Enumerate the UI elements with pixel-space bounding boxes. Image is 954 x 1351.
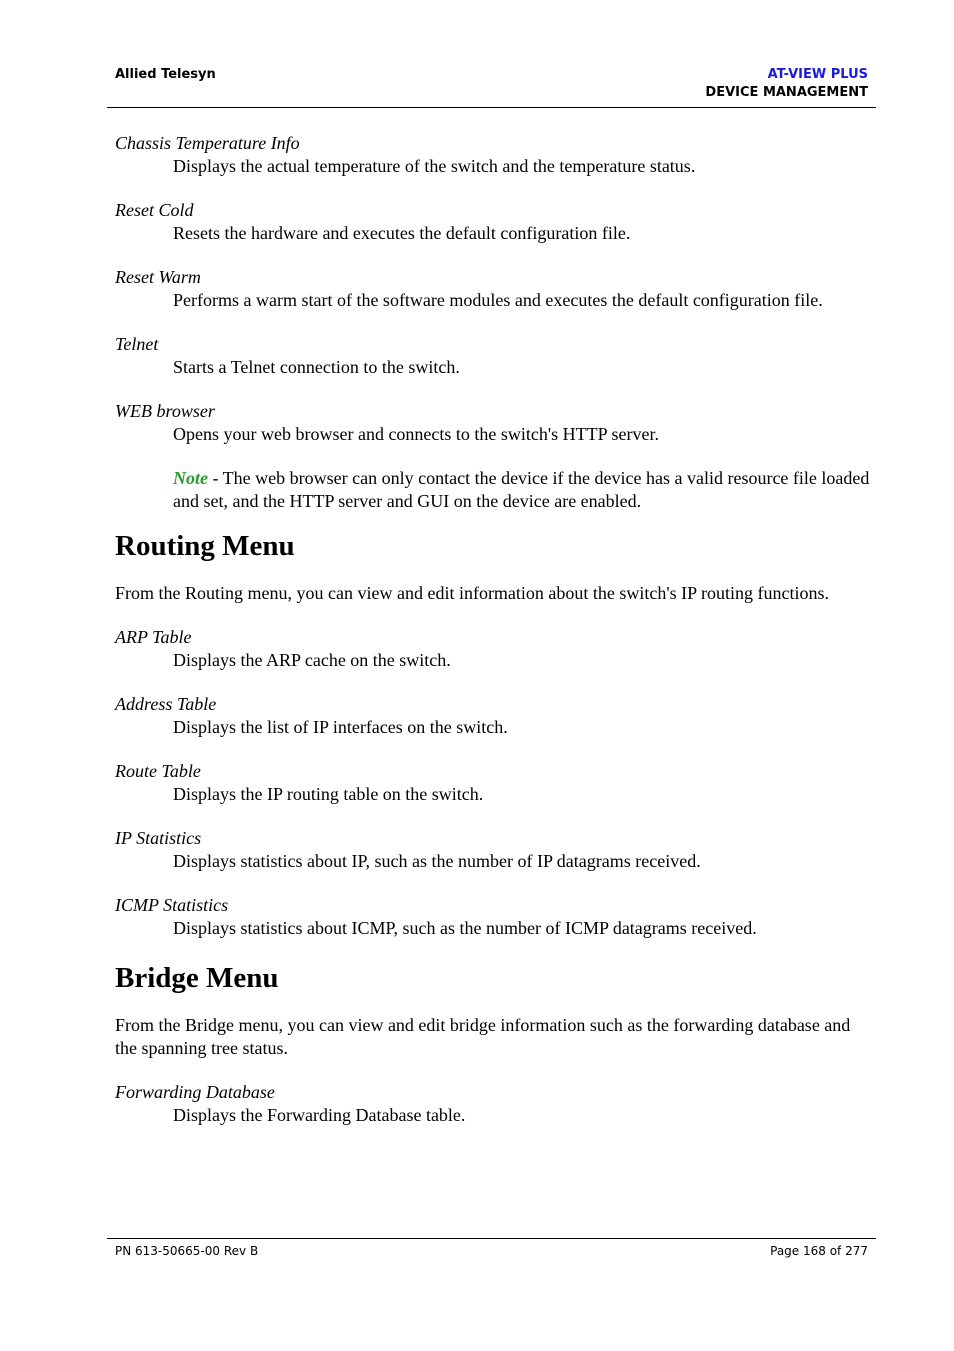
note-label: Note [173,468,208,488]
desc-web-browser: Opens your web browser and connects to the switch's HTTP server. [173,424,659,444]
term-ip-statistics: IP Statistics [115,828,202,848]
desc-route-table: Displays the IP routing table on the switch. [173,784,484,804]
term-icmp-statistics: ICMP Statistics [115,895,229,915]
header-product: AT-VIEW PLUS [767,67,868,82]
term-reset-warm: Reset Warm [115,267,201,287]
note-paragraph [173,467,875,513]
desc-forwarding-database: Displays the Forwarding Database table. [173,1105,466,1125]
term-reset-cold: Reset Cold [115,200,194,220]
footer-page-number: Page 168 of 277 [770,1244,868,1258]
desc-ip-statistics: Displays statistics about IP, such as the number of IP datagrams received. [173,851,701,871]
bridge-menu-heading: Bridge Menu [115,962,279,994]
term-telnet: Telnet [115,334,159,354]
desc-icmp-statistics: Displays statistics about ICMP, such as the number of ICMP datagrams received. [173,918,757,938]
term-address-table: Address Table [115,694,217,714]
term-web-browser: WEB browser [115,401,215,421]
desc-reset-cold: Resets the hardware and executes the default configuration file. [173,223,631,243]
footer-part-number: PN 613-50665-00 Rev B [115,1244,259,1258]
header-divider [107,107,876,108]
routing-intro: From the Routing menu, you can view and edit information about the switch's IP routing functions. [115,583,829,603]
desc-telnet: Starts a Telnet connection to the switch. [173,357,460,377]
bridge-intro: From the Bridge menu, you can view and edit bridge information such as the forwarding database and the spanning tree status. [115,1015,851,1058]
footer-divider [107,1238,876,1239]
page-body [115,132,875,1148]
note-text: - The web browser can only contact the device if the device has a valid resource file loaded and set, and the HTTP server and GUI on the device are enabled. [173,468,870,511]
term-route-table: Route Table [115,761,201,781]
term-forwarding-database: Forwarding Database [115,1082,275,1102]
term-arp-table: ARP Table [115,627,192,647]
term-chassis-temperature: Chassis Temperature Info [115,133,300,153]
header-company: Allied Telesyn [115,67,216,82]
desc-address-table: Displays the list of IP interfaces on the switch. [173,717,508,737]
desc-chassis-temperature: Displays the actual temperature of the switch and the temperature status. [173,156,696,176]
routing-menu-heading: Routing Menu [115,530,295,562]
desc-arp-table: Displays the ARP cache on the switch. [173,650,451,670]
header-section: DEVICE MANAGEMENT [705,85,868,100]
desc-reset-warm: Performs a warm start of the software modules and executes the default configuration file. [173,290,823,310]
